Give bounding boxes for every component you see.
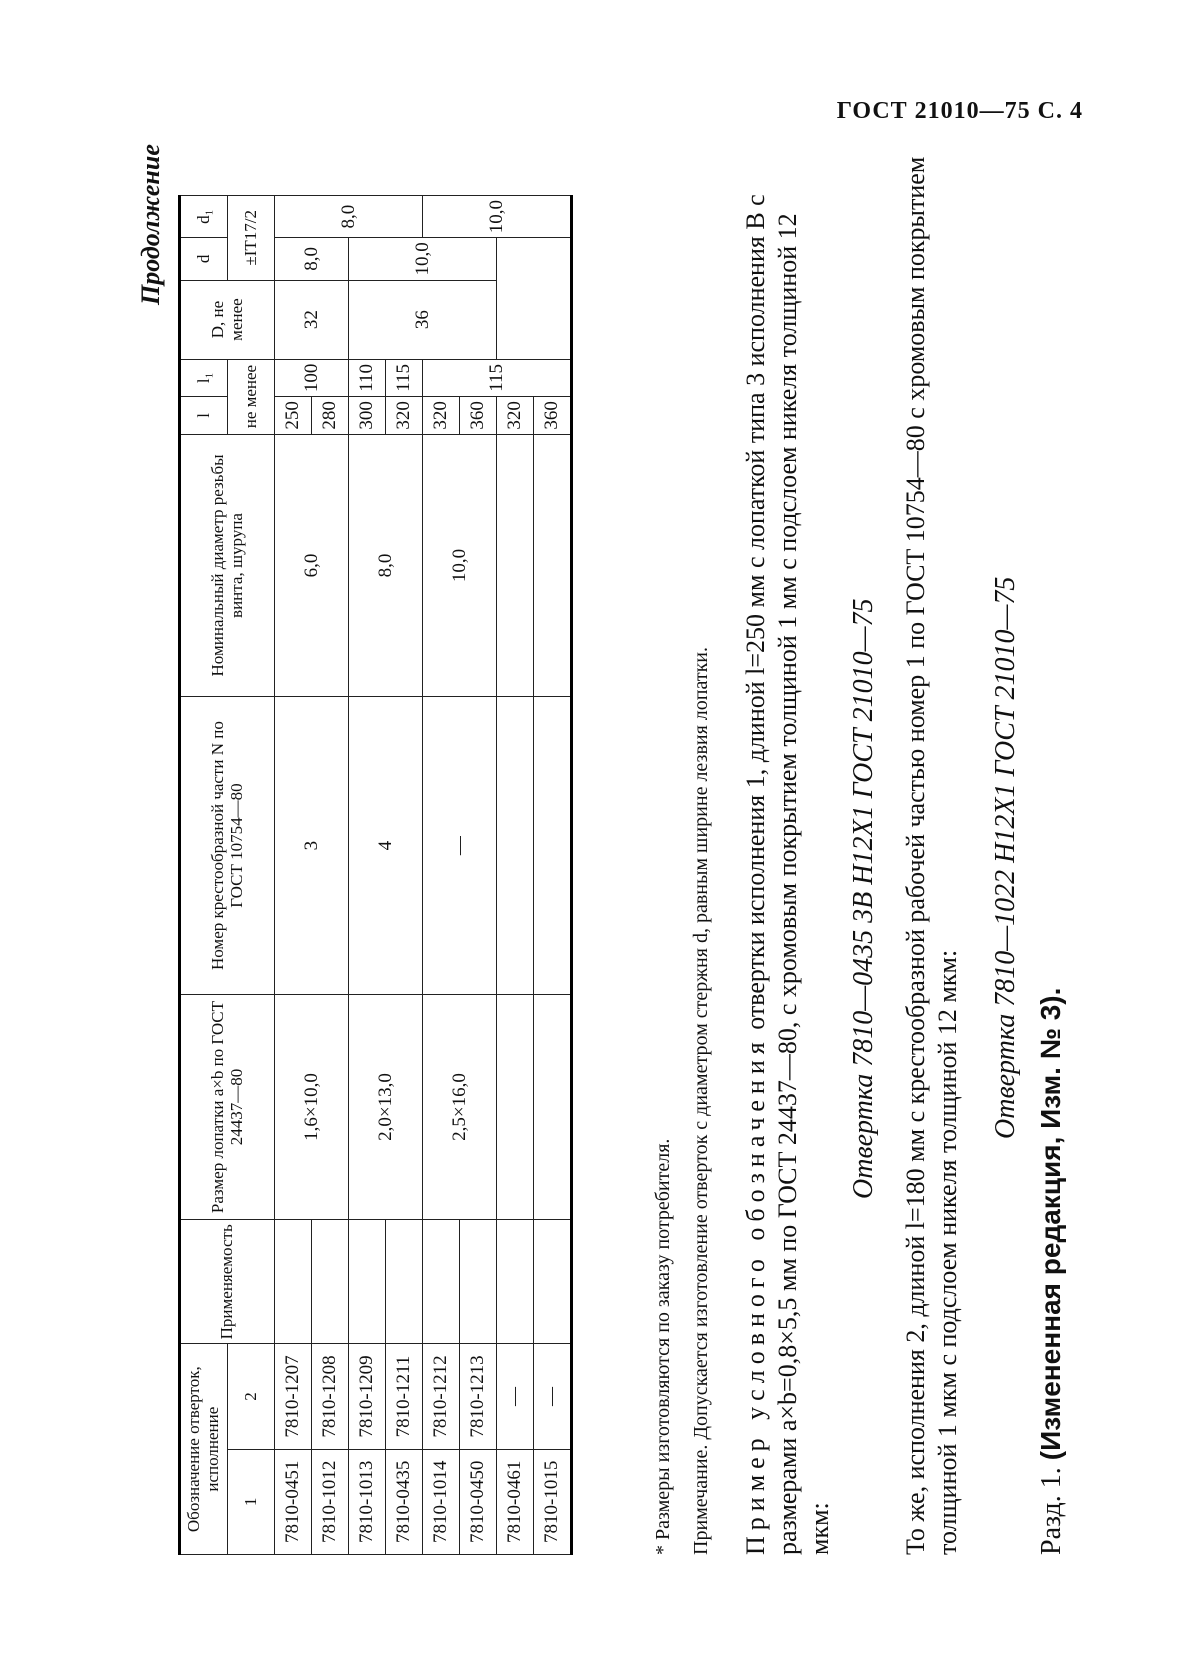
- th-cross: Номер крестообразной части N по ГОСТ 10754—80: [180, 697, 275, 994]
- th-notless: не менее: [228, 359, 275, 434]
- cell: [497, 434, 534, 697]
- cell: 6,0: [275, 434, 349, 697]
- cell: 7810-0461: [497, 1449, 534, 1554]
- cell: [497, 1220, 534, 1344]
- th-col1: 1: [228, 1449, 275, 1554]
- example-paragraph-2: То же, исполнения 2, длиной l=180 мм с крестообразной рабочей частью номер 1 по ГОСТ 10754—80 с хромовым покрытием толщиной 1 мкм с подслоем никеля толщиной 12 мкм:: [901, 156, 962, 1555]
- cell: 7810-1013: [349, 1449, 386, 1554]
- cell: 7810-1012: [312, 1449, 349, 1554]
- cell: 8,0: [349, 434, 423, 697]
- table-row: [349, 196, 386, 1555]
- th-designation: Обозначение отверток, исполнение: [180, 1344, 228, 1555]
- cell: 360: [460, 397, 497, 435]
- cell: 7810-0435: [386, 1449, 423, 1554]
- cell: 7810-0451: [275, 1449, 312, 1554]
- cell: 100: [275, 359, 349, 397]
- th-l1: l₁: [180, 359, 228, 397]
- example-heading: Пример условного обозначения: [741, 1036, 770, 1555]
- continuation-label: Продолжение: [136, 144, 165, 305]
- example-paragraph: [740, 155, 836, 1555]
- cell: [534, 1220, 572, 1344]
- cell: [386, 1220, 423, 1344]
- cell: 36: [349, 280, 497, 359]
- revision-note: [1035, 988, 1068, 1555]
- cell: 7810-1207: [275, 1344, 312, 1449]
- note: Примечание. Допускается изготовление отверток с диаметром стержня d, равным ширине лезвия лопатки.: [690, 647, 712, 1555]
- cell: 115: [386, 359, 423, 397]
- cell: 10,0: [423, 434, 497, 697]
- cell: 4: [349, 697, 423, 994]
- cell: [497, 994, 534, 1220]
- cell: [275, 1220, 312, 1344]
- cell: 250: [275, 397, 312, 435]
- example-text: отвертки исполнения 1, длиной l=250 мм с лопаткой типа 3 исполнения В с размерами a×b=0,8×5,5 мм по ГОСТ 24437—80, с хромовым покрытием толщиной 1 мм с подслоем никеля толщиной 12 мкм:: [741, 194, 834, 1555]
- table-row: [534, 196, 572, 1555]
- cell: [534, 994, 572, 1220]
- cell: [534, 434, 572, 697]
- th-d1: d₁: [180, 196, 228, 238]
- cell: 10,0: [423, 196, 572, 238]
- cell: 320: [423, 397, 460, 435]
- table-row: [423, 196, 460, 1555]
- cell: 300: [349, 397, 386, 435]
- cell: 8,0: [275, 238, 349, 280]
- cell: 7810-1015: [534, 1449, 572, 1554]
- cell: 2,0×13,0: [349, 994, 423, 1220]
- cell: [312, 1220, 349, 1344]
- cell: 360: [534, 397, 572, 435]
- cell: [423, 1220, 460, 1344]
- cell: 32: [275, 280, 349, 359]
- revision-text: (Измененная редакция, Изм. № 3).: [1035, 987, 1066, 1461]
- cell: —: [534, 1344, 572, 1449]
- table-row: [275, 196, 312, 1555]
- cell: —: [423, 697, 497, 994]
- footnote: * Размеры изготовляются по заказу потребителя.: [652, 1138, 674, 1555]
- cell: 1,6×10,0: [275, 994, 349, 1220]
- th-tol: ±IT17/2: [228, 196, 275, 281]
- th-blade: Размер лопатки a×b по ГОСТ 24437—80: [180, 994, 275, 1220]
- spec-table: [178, 195, 573, 1555]
- cell: 10,0: [349, 238, 497, 280]
- cell: 3: [275, 697, 349, 994]
- cell: 7810-1213: [460, 1344, 497, 1449]
- cell: 7810-1209: [349, 1344, 386, 1449]
- cell: 7810-1211: [386, 1344, 423, 1449]
- cell: 7810-1014: [423, 1449, 460, 1554]
- example-designation-2: Отвертка 7810—1022 Н12Х1 ГОСТ 21010—75: [990, 576, 1021, 1139]
- cell: 2,5×16,0: [423, 994, 497, 1220]
- cell: 320: [497, 397, 534, 435]
- th-col2: 2: [228, 1344, 275, 1449]
- cell: 115: [423, 359, 572, 397]
- example-designation-1: Отвертка 7810—0435 3В Н12Х1 ГОСТ 21010—75: [848, 598, 879, 1199]
- section-ref: Разд. 1.: [1036, 1460, 1067, 1555]
- cell: [534, 697, 572, 994]
- cell: [497, 697, 534, 994]
- page-header: ГОСТ 21010—75 С. 4: [836, 98, 1083, 124]
- table-row: [497, 196, 534, 1555]
- cell: 7810-0450: [460, 1449, 497, 1554]
- cell: 320: [386, 397, 423, 435]
- cell: [349, 1220, 386, 1344]
- th-l: l: [180, 397, 228, 435]
- th-diam: Номинальный диаметр резьбы винта, шурупа: [180, 434, 275, 697]
- cell: [460, 1220, 497, 1344]
- th-D: D, не менее: [180, 280, 275, 359]
- cell: 7810-1212: [423, 1344, 460, 1449]
- cell: 110: [349, 359, 386, 397]
- cell: 7810-1208: [312, 1344, 349, 1449]
- cell: 280: [312, 397, 349, 435]
- cell: 8,0: [275, 196, 423, 238]
- cell: —: [497, 1344, 534, 1449]
- th-application: Применяемость: [180, 1220, 275, 1344]
- th-d: d: [180, 238, 228, 280]
